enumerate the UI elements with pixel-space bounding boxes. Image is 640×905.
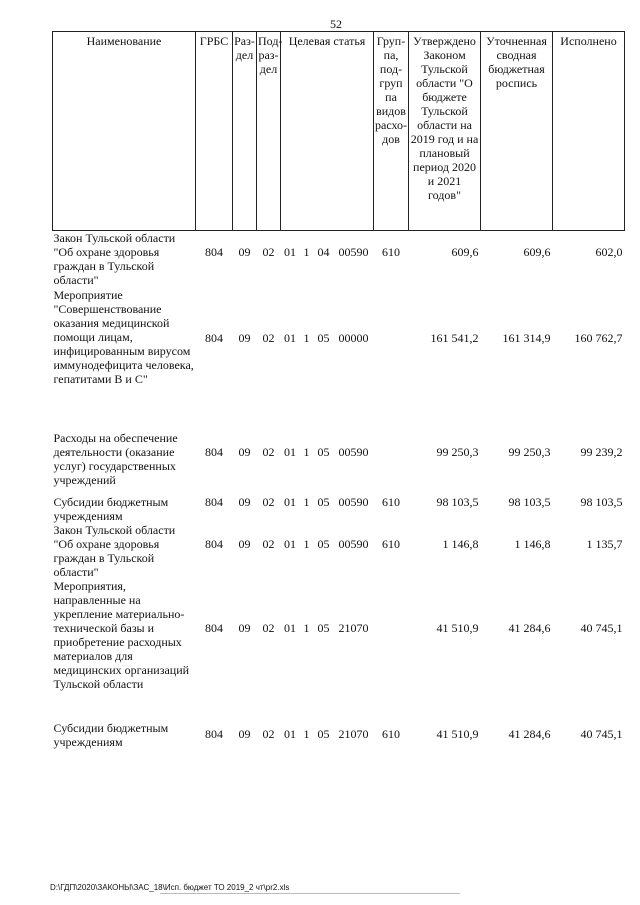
amount-approved-value: 609,6 [451,245,479,259]
amount-approved [409,721,481,771]
target-direction [334,523,374,579]
target-subprogram [300,523,314,579]
code-podrazdel-value: 02 [262,536,275,551]
amount-refined-value: 99 250,3 [508,444,551,459]
header-group: Груп-па, под-груп па видов расхо-дов [374,32,409,231]
amount-refined-value: 1 146,8 [514,536,551,551]
target-event-value: 05 [317,494,330,509]
amount-executed [553,579,625,721]
target-direction-value: 00590 [338,444,369,459]
code-podrazdel [257,579,281,721]
code-grbs [196,288,233,431]
code-group-value: 610 [382,726,401,741]
target-event-value: 05 [317,330,330,345]
amount-refined [481,288,553,431]
code-grbs [196,579,233,721]
target-event-value: 05 [317,726,330,741]
row-name: Закон Тульской области "Об охране здоровья граждан в Тульской области" [53,231,176,287]
code-grbs-value: 804 [205,330,223,345]
amount-approved-value: 1 146,8 [442,536,479,551]
amount-refined-value: 98 103,5 [508,494,551,509]
code-grbs [196,431,233,495]
row-name: Расходы на обеспечение деятельности (оказание услуг) государственных учреждений [53,430,178,487]
amount-refined-value: 41 284,6 [508,620,551,635]
amount-approved [409,495,481,523]
target-direction [334,495,374,523]
code-group-value [374,288,409,331]
target-subprogram-value: 1 [303,245,310,259]
code-razdel [233,523,257,579]
code-group-value: 610 [382,494,401,509]
amount-executed-value: 1 135,7 [586,536,623,551]
target-subprogram-value: 1 [303,620,310,635]
table-row [53,721,625,771]
target-program [281,495,300,523]
row-name: Закон Тульской области "Об охране здоровья граждан в Тульской области" [53,522,176,579]
budget-table [52,31,625,771]
table-row [53,431,625,495]
table-row [53,495,625,523]
amount-approved [409,431,481,495]
code-razdel-value: 09 [238,726,251,741]
table-header-row [53,32,625,231]
amount-approved-value: 98 103,5 [436,494,479,509]
code-razdel [233,495,257,523]
code-group [374,431,409,495]
amount-executed [553,231,625,288]
row-name: Мероприятие "Совершенствование оказания медицинской помощи лицам, инфицированным вирусом иммунодефицита человека, гепатитами В и С" [53,287,194,386]
target-subprogram [300,495,314,523]
target-subprogram-value: 1 [303,726,310,741]
code-podrazdel [257,495,281,523]
table-row [53,523,625,579]
header-target: Целевая статья [281,32,374,231]
table-row [53,231,625,288]
target-direction-value: 00000 [338,330,369,345]
row-name: Мероприятия, направленные на укрепление материально-технической базы и приобретение расходных материалов для медицинских организаций Тульской области [53,578,190,691]
code-grbs-value: 804 [205,726,223,741]
amount-refined [481,721,553,771]
code-podrazdel-value: 02 [262,444,275,459]
code-podrazdel [257,721,281,771]
amount-approved [409,288,481,431]
amount-executed [553,288,625,431]
target-program-value: 01 [284,494,296,509]
amount-approved-value: 161 541,2 [430,330,479,345]
target-direction-value: 21070 [338,620,369,635]
code-podrazdel [257,231,281,288]
file-path-footer: D:\ГДП\2020\ЗАКОНЫ\ЗАС_18\Исп. бюджет ТО 2019_2 чт\pr2.xls [50,883,290,892]
amount-refined [481,431,553,495]
amount-executed-value: 40 745,1 [580,726,623,741]
amount-executed-value: 98 103,5 [580,494,623,509]
target-event [314,495,334,523]
code-group [374,288,409,431]
target-program-value: 01 [284,620,296,635]
amount-executed [553,721,625,771]
code-grbs [196,495,233,523]
code-podrazdel [257,523,281,579]
target-subprogram [300,721,314,771]
code-razdel-value: 09 [238,536,251,551]
target-subprogram [300,431,314,495]
amount-executed-value: 160 762,7 [574,330,623,345]
target-subprogram-value: 1 [303,536,310,551]
code-podrazdel-value: 02 [262,245,275,259]
code-group-value: 610 [382,245,401,259]
code-razdel [233,431,257,495]
target-event-value: 04 [317,245,330,259]
target-program [281,523,300,579]
code-razdel-value: 09 [238,620,251,635]
target-subprogram [300,579,314,721]
target-program [281,579,300,721]
header-executed: Исполнено [553,32,625,231]
target-program [281,431,300,495]
amount-approved [409,523,481,579]
target-event [314,579,334,721]
code-group [374,721,409,771]
footer-divider [160,893,460,894]
target-program-value: 01 [284,330,296,345]
target-subprogram [300,288,314,431]
amount-executed [553,523,625,579]
target-program [281,721,300,771]
code-razdel-value: 09 [238,494,251,509]
amount-executed [553,431,625,495]
target-direction-value: 00590 [338,494,369,509]
target-program [281,231,300,288]
code-podrazdel-value: 02 [262,494,275,509]
header-podrazdel: Под-раз-дел [257,32,281,231]
target-event-value: 05 [317,536,330,551]
target-direction [334,431,374,495]
amount-executed-value: 40 745,1 [580,620,623,635]
target-event-value: 05 [317,444,330,459]
target-event [314,523,334,579]
amount-refined [481,231,553,288]
target-direction [334,288,374,431]
code-podrazdel [257,288,281,431]
amount-refined-value: 609,6 [523,245,551,259]
code-grbs-value: 804 [205,444,223,459]
amount-executed [553,495,625,523]
target-direction-value: 00590 [338,245,369,259]
code-grbs-value: 804 [205,245,223,259]
amount-approved [409,579,481,721]
amount-refined-value: 41 284,6 [508,726,551,741]
target-subprogram-value: 1 [303,444,310,459]
row-name: Субсидии бюджетным учреждениям [53,494,169,523]
code-razdel [233,579,257,721]
code-razdel-value: 09 [238,444,251,459]
target-program-value: 01 [284,444,296,459]
amount-refined-value: 161 314,9 [502,330,551,345]
table-row [53,579,625,721]
row-name: Субсидии бюджетным учреждениям [53,720,169,749]
header-name: Наименование [53,32,196,231]
target-direction [334,579,374,721]
target-direction-value: 21070 [338,726,369,741]
target-subprogram-value: 1 [303,494,310,509]
code-grbs [196,523,233,579]
code-grbs [196,721,233,771]
amount-executed-value: 99 239,2 [580,444,623,459]
target-event-value: 05 [317,620,330,635]
amount-refined [481,579,553,721]
amount-refined [481,523,553,579]
target-subprogram [300,231,314,288]
amount-approved-value: 41 510,9 [436,726,479,741]
code-podrazdel [257,431,281,495]
code-podrazdel-value: 02 [262,330,275,345]
code-group [374,579,409,721]
header-razdel: Раз-дел [233,32,257,231]
code-razdel-value: 09 [238,245,251,259]
code-razdel [233,721,257,771]
code-group-value [374,579,409,621]
amount-refined [481,495,553,523]
code-grbs-value: 804 [205,494,223,509]
target-event [314,721,334,771]
target-program-value: 01 [284,536,296,551]
header-grbs: ГРБС [196,32,233,231]
target-direction [334,721,374,771]
page-number: 52 [330,17,342,31]
code-group [374,523,409,579]
target-program-value: 01 [284,245,296,259]
code-podrazdel-value: 02 [262,726,275,741]
code-razdel [233,288,257,431]
code-group-value: 610 [382,536,401,551]
target-direction-value: 00590 [338,536,369,551]
target-program [281,288,300,431]
target-direction [334,231,374,288]
target-event [314,288,334,431]
code-group-value [374,431,409,445]
table-row [53,288,625,431]
code-grbs [196,231,233,288]
amount-approved-value: 41 510,9 [436,620,479,635]
target-program-value: 01 [284,726,296,741]
code-razdel-value: 09 [238,330,251,345]
header-approved: Утверждено Законом Тульской области "О бюджете Тульской области на 2019 год и на плановый период 2020 и 2021 годов" [409,32,481,231]
header-refined: Уточненная сводная бюджетная роспись [481,32,553,231]
code-group [374,231,409,288]
target-event [314,431,334,495]
target-subprogram-value: 1 [303,330,310,345]
target-event [314,231,334,288]
code-grbs-value: 804 [205,536,223,551]
code-razdel [233,231,257,288]
amount-approved-value: 99 250,3 [436,444,479,459]
code-grbs-value: 804 [205,620,223,635]
code-group [374,495,409,523]
amount-executed-value: 602,0 [595,245,623,259]
code-podrazdel-value: 02 [262,620,275,635]
amount-approved [409,231,481,288]
